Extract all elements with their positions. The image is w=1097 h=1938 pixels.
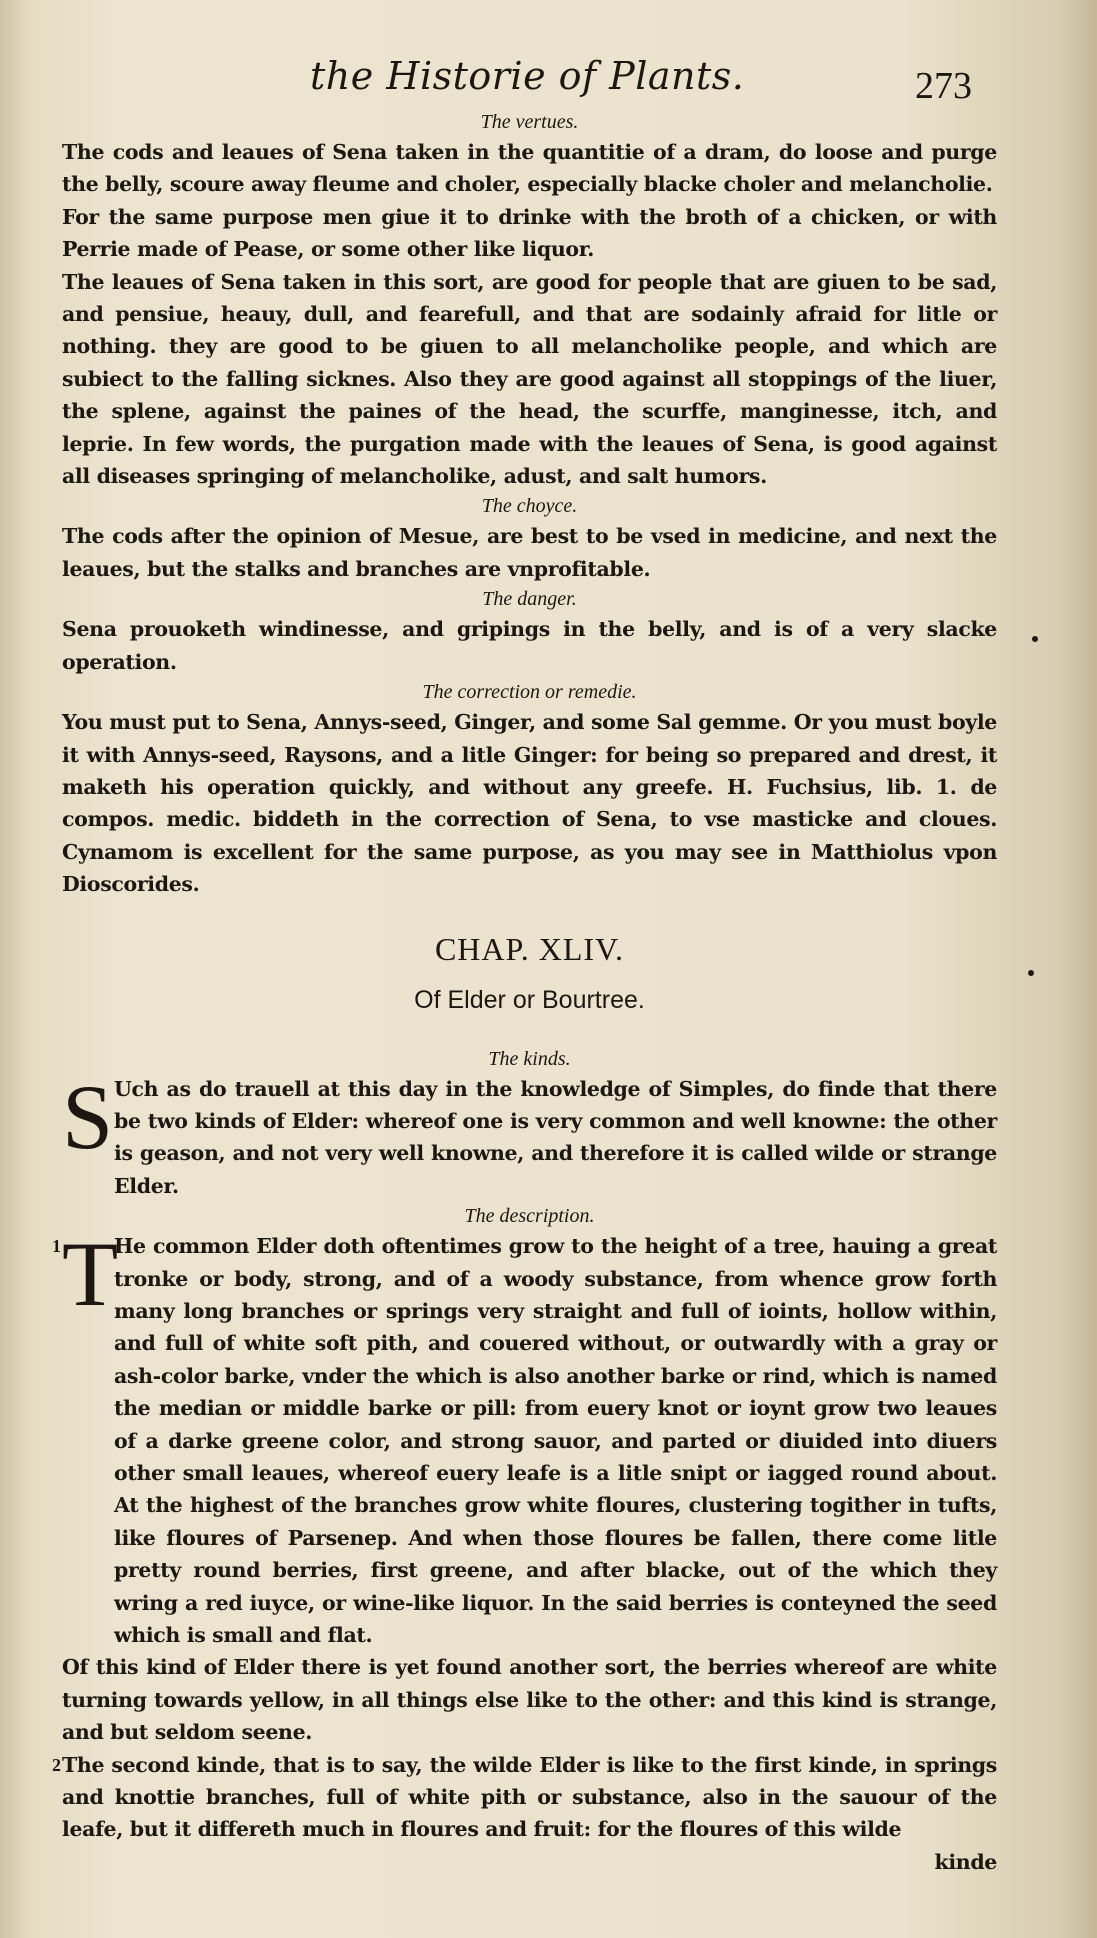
section-heading: The kinds. <box>488 1047 571 1070</box>
paragraph: For the same purpose men giue it to drinke with the broth of a chicken, or with Perrie made of Pease, or some other like liquor. <box>62 204 997 262</box>
paragraph: Of this kind of Elder there is yet found another sort, the berries whereof are white turning towards yellow, in all things else like to the other: and this kind is strange, and but seldom seene. <box>62 1655 997 1745</box>
page-content <box>52 108 997 1878</box>
catchword: kinde <box>934 1849 997 1874</box>
section-heading: The choyce. <box>481 495 578 518</box>
running-title: the Historie of Plants. <box>310 54 745 98</box>
paragraph: You must put to Sena, Annys-seed, Ginger, and some Sal gemme. Or you must boyle it with Annys-seed, Raysons, and a litle Ginger: for being so prepared and drest, it maketh his operation quickly, and without any greefe. H. Fuchsius, lib. 1. de compos. medic. biddeth in the correction of Sena, to vse masticke and cloues. Cynamom is excellent for the same purpose, as you may see in Matthiolus vpon Dioscorides. <box>62 710 997 897</box>
paragraph-text: The second kinde, that is to say, the wilde Elder is like to the first kinde, in springs and knottie branches, full of white pith or substance, also in the sauour of the leafe, but it differeth much in floures and fruit: for the floures of this wilde <box>62 1752 997 1842</box>
paragraph: The cods after the opinion of Mesue, are best to be vsed in medicine, and next the leaues, but the stalks and branches are vnprofitable. <box>62 524 997 581</box>
section-heading: The description. <box>464 1205 595 1228</box>
section-heading: The danger. <box>482 588 577 611</box>
paragraph: The cods and leaues of Sena taken in the quantitie of a dram, do loose and purge the belly, scoure away fleume and choler, especially blacke choler and melancholie. <box>62 140 997 197</box>
description-item-2 <box>52 1749 997 1846</box>
paragraph-text: He common Elder doth oftentimes grow to the height of a tree, hauing a great tronke or body, strong, and of a woody substance, from whence grow forth many long branches or springs very straight and full of ioints, hollow within, and full of white soft pith, and couered without, or outwardly with a gray or ash-color barke, vnder the which is also another barke or rind, which is named the median or middle barke or pill: from euery knot or ioynt grow two leaues of a darke greene color, and strong sauor, and parted or diuided into diuers other small leaues, whereof euery leafe is a litle snipt or iagged round about. At the highest of the branches grow white floures, clustering togither in tufts, like floures of Parsenep. And when those floures be fallen, there come litle pretty round berries, first greene, and after blacke, out of the which they wring a red iuyce, or wine-like liquor. In the said berries is conteyned the seed which is small and flat. <box>114 1234 997 1648</box>
paragraph: Sena prouoketh windinesse, and gripings in the belly, and is of a very slacke operation. <box>62 617 997 674</box>
item-number: 2 <box>52 1754 61 1775</box>
drop-cap: S <box>62 1065 113 1168</box>
section-heading: The correction or remedie. <box>422 681 637 704</box>
chapter-title: CHAP. XLIV. <box>434 930 625 967</box>
paragraph: The leaues of Sena taken in this sort, are good for people that are giuen to be sad, and pensiue, heauy, dull, and fearefull, and that are sodainly afraid for litle or nothing. they are good to be giuen to all melancholike people, and which are subiect to the falling sicknes. Also they are good against all stoppings of the liuer, the splene, against the paines of the head, the scurffe, manginesse, itch, and leprie. In few words, the purgation made with the leaues of Sena, is good against all diseases springing of melancholike, adust, and salt humors. <box>62 269 997 489</box>
page-number: 273 <box>915 65 972 107</box>
section-heading: The vertues. <box>480 111 579 133</box>
chapter-subtitle: Of Elder or Bourtree. <box>414 985 645 1014</box>
margin-mark <box>1028 970 1034 976</box>
description-item-1 <box>52 1223 997 1651</box>
item-number: 1 <box>52 1236 61 1257</box>
paragraph-text: Uch as do trauell at this day in the knowledge of Simples, do finde that there be two kinds of Elder: whereof one is very common and well knowne: the other is geason, and not very well knowne, and therefore it is called wilde or strange Elder. <box>114 1076 997 1198</box>
kinds-paragraph <box>62 1065 997 1203</box>
drop-cap: T <box>62 1223 118 1326</box>
margin-mark <box>1032 636 1038 642</box>
running-head <box>0 48 1097 108</box>
